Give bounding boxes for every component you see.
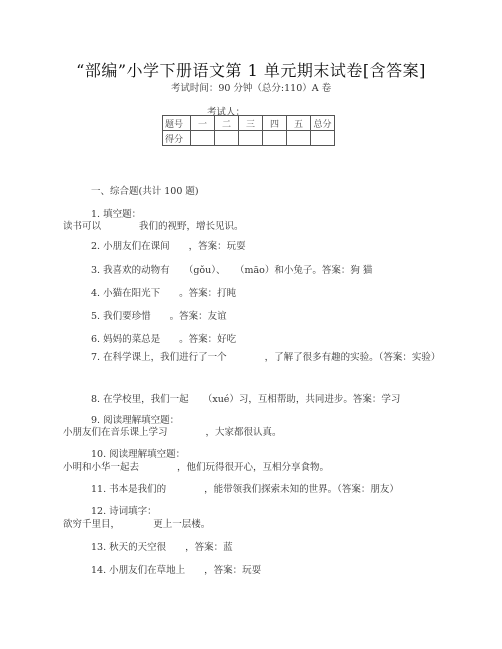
score-cell: 二 [215,116,239,131]
question-11: 11. 书本是我们的 ，能带领我们探索未知的世界。（答案：朋友） [91,484,399,495]
question-6: 6. 妈妈的菜总是 。答案：好吃 [91,334,237,345]
score-cell: 三 [239,116,263,131]
question-10-label: 10. 阅读理解填空题： [91,449,186,460]
score-cell [287,131,311,146]
question-5: 5. 我们要珍惜 。答案：友谊 [91,311,227,322]
score-cell: 一 [191,116,215,131]
score-cell: 五 [287,116,311,131]
score-table [162,115,335,146]
document-title: “部编”小学下册语文第 1 单元期末试卷[含答案] [76,61,426,80]
question-3: 3. 我喜欢的动物有 （gǒu）、 （māo）和小兔子。答案：狗 猫 [91,265,373,276]
score-cell: 题号 [163,116,191,131]
examinee-label: 考试人： [207,107,246,118]
score-table-score-row [163,131,335,146]
score-cell: 总分 [311,116,335,131]
question-8: 8. 在学校里，我们一起 （xué）习，互相帮助，共同进步。答案：学习 [91,394,401,405]
question-12-text: 欲穷千里目， 更上一层楼。 [63,519,211,530]
score-cell [191,131,215,146]
score-cell [263,131,287,146]
question-1-label: 1. 填空题： [91,209,142,220]
question-9-text: 小朋友们在音乐课上学习 ，大家都很认真。 [63,427,282,438]
question-4: 4. 小猫在阳光下 。答案：打盹 [91,288,237,299]
score-cell: 四 [263,116,287,131]
score-cell [311,131,335,146]
score-table-header-row [163,116,335,131]
question-7: 7. 在科学课上，我们进行了一个 ，了解了很多有趣的实验。（答案：实验） [91,352,441,363]
question-1-text: 读书可以 我们的视野，增长见识。 [63,221,244,232]
exam-subtitle: 考试时间：90 分钟（总分:110）A 卷 [170,83,332,94]
section-heading: 一、综合题(共计 100 题) [91,186,199,197]
score-cell [239,131,263,146]
question-12-label: 12. 诗词填字： [91,506,157,517]
question-9-label: 9. 阅读理解填空题： [91,415,180,426]
question-14: 14. 小朋友们在草地上 ，答案：玩耍 [91,565,262,576]
question-13: 13. 秋天的天空很 ，答案：蓝 [91,542,233,553]
question-10-text: 小明和小华一起去 ，他们玩得很开心，互相分享食物。 [63,462,330,473]
score-cell [215,131,239,146]
question-2: 2. 小朋友们在课间 ，答案：玩耍 [91,241,246,252]
score-cell: 得分 [163,131,191,146]
